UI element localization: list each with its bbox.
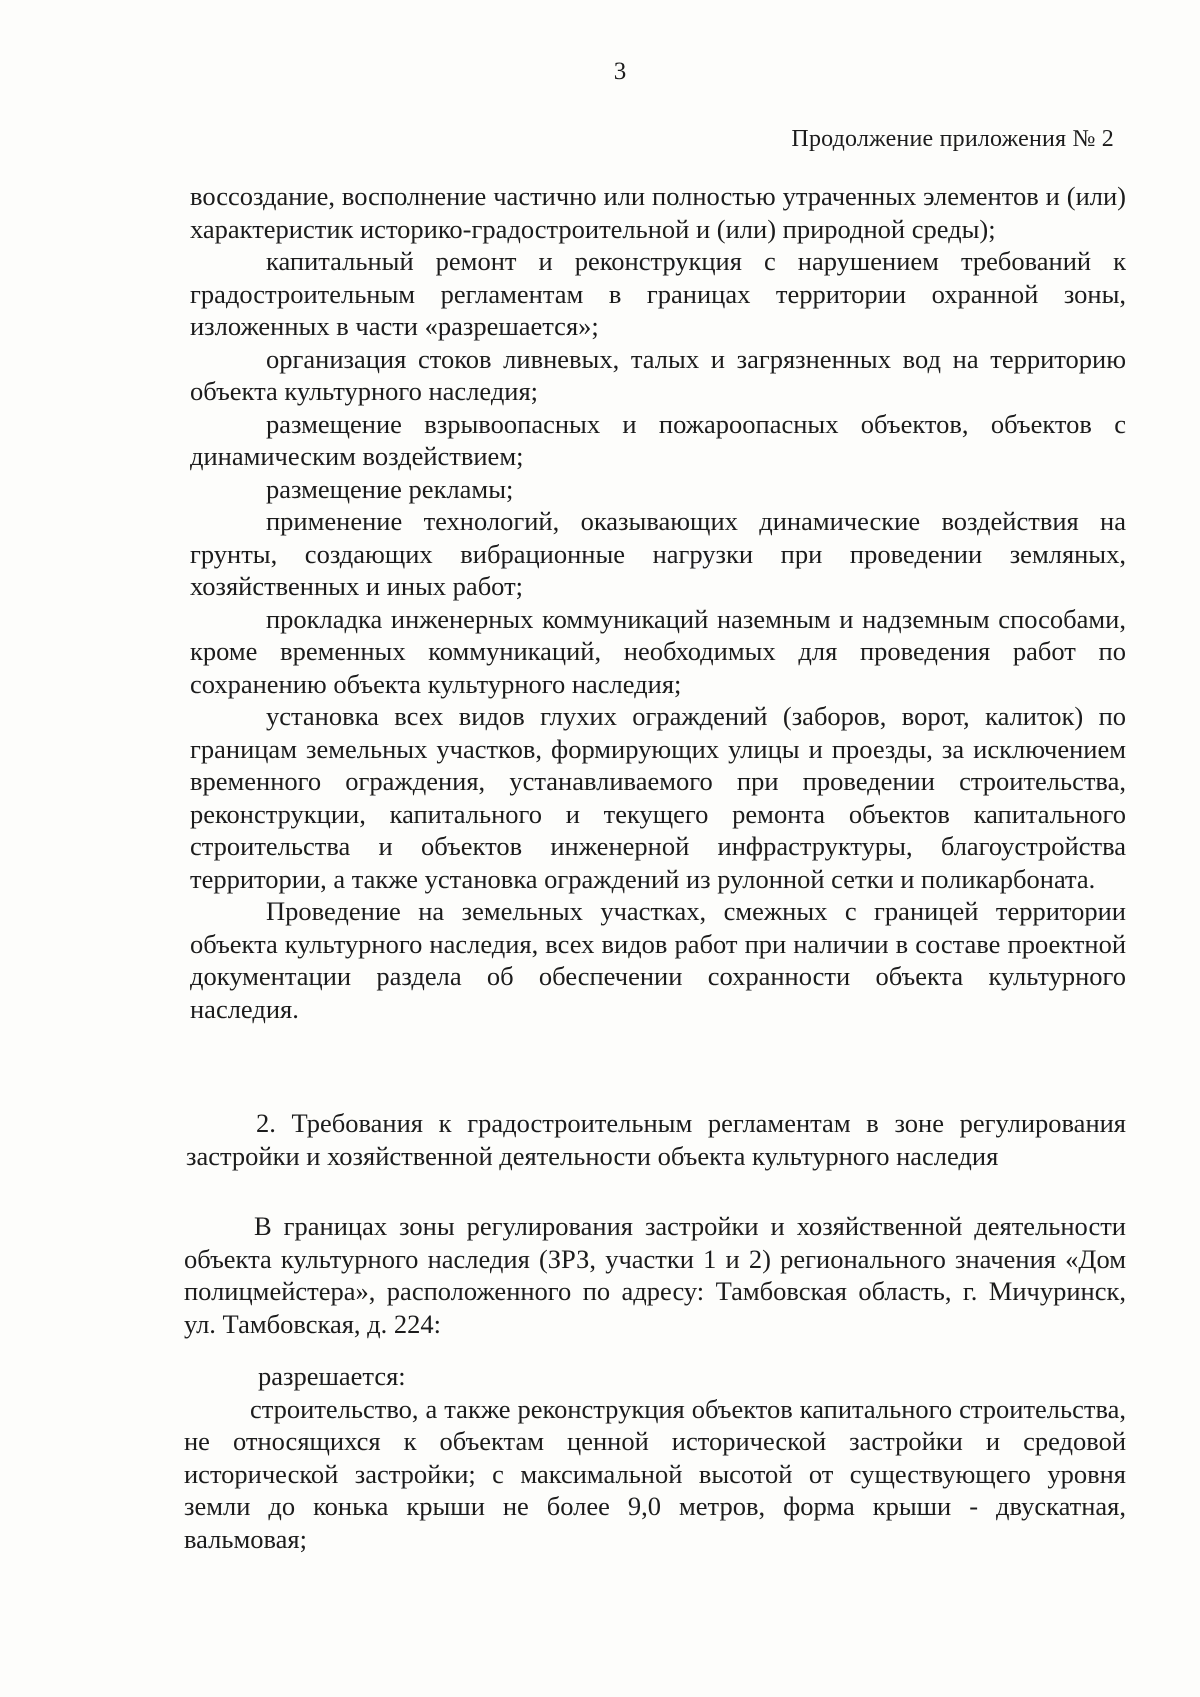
restriction-item: применение технологий, оказывающих динамические воздействия на грунты, создающих вибрационные нагрузки при проведении земляных, хозяйственных и иных работ; [190,506,1126,601]
permitted-label: разрешается: [258,1361,406,1391]
adjacent-works-paragraph: Проведение на земельных участках, смежных с границей территории объекта культурного наследия, всех видов работ при наличии в составе проектной документации раздела об обеспечении сохранности объекта культурного наследия. [190,896,1126,1024]
restriction-item: размещение взрывоопасных и пожароопасных объектов, объектов с динамическим воздействием; [190,408,1126,471]
restriction-item: размещение рекламы; [266,473,514,504]
restriction-item: капитальный ремонт и реконструкция с нарушением требований к градостроительным регламентам в границах территории охранной зоны, изложенных в части «разрешается»; [190,246,1126,341]
zone-intro [184,1210,1126,1340]
appendix-continuation-note: Продолжение приложения № 2 [791,126,1114,152]
restrictions-list [190,180,1126,1025]
zone-intro-text: В границах зоны регулирования застройки и хозяйственной деятельности объекта культурного наследия (ЗРЗ, участки 1 и 2) регионального значения «Дом полицмейстера», расположенного по адресу: Тамбовская область, г. Мичуринск, ул. Тамбовская, д. 224: [184,1211,1126,1339]
restriction-item: прокладка инженерных коммуникаций наземным и надземным способами, кроме временных коммуникаций, необходимых для проведения работ по сохранению объекта культурного наследия; [190,603,1126,699]
restriction-item: воссоздание, восполнение частично или полностью утраченных элементов и (или) характеристик историко-градостроительной и (или) природной среды); [190,181,1126,244]
permitted-section [184,1360,1126,1555]
permitted-item: строительство, а также реконструкция объектов капитального строительства, не относящихся к объектам ценной исторической застройки и средовой исторической застройки; с максимальной высотой от существующего уровня земли до конька крыши не более 9,0 метров, форма крыши - двускатная, вальмовая; [184,1393,1126,1554]
section-2-heading-text: 2. Требования к градостроительным регламентам в зоне регулирования застройки и хозяйственной деятельности объекта культурного наследия [186,1108,1126,1171]
section-2-heading [186,1107,1126,1172]
restriction-item: установка всех видов глухих ограждений (заборов, ворот, калиток) по границам земельных участков, формирующих улицы и проезды, за исключением временного ограждения, устанавливаемого при проведении строительства, реконструкции, капитального и текущего ремонта объектов капитального строительства и объектов инженерной инфраструктуры, благоустройства территории, а также установка ограждений из рулонной сетки и поликарбоната. [190,701,1126,894]
page-number: 3 [613,58,627,85]
restriction-item: организация стоков ливневых, талых и загрязненных вод на территорию объекта культурного наследия; [190,343,1126,406]
